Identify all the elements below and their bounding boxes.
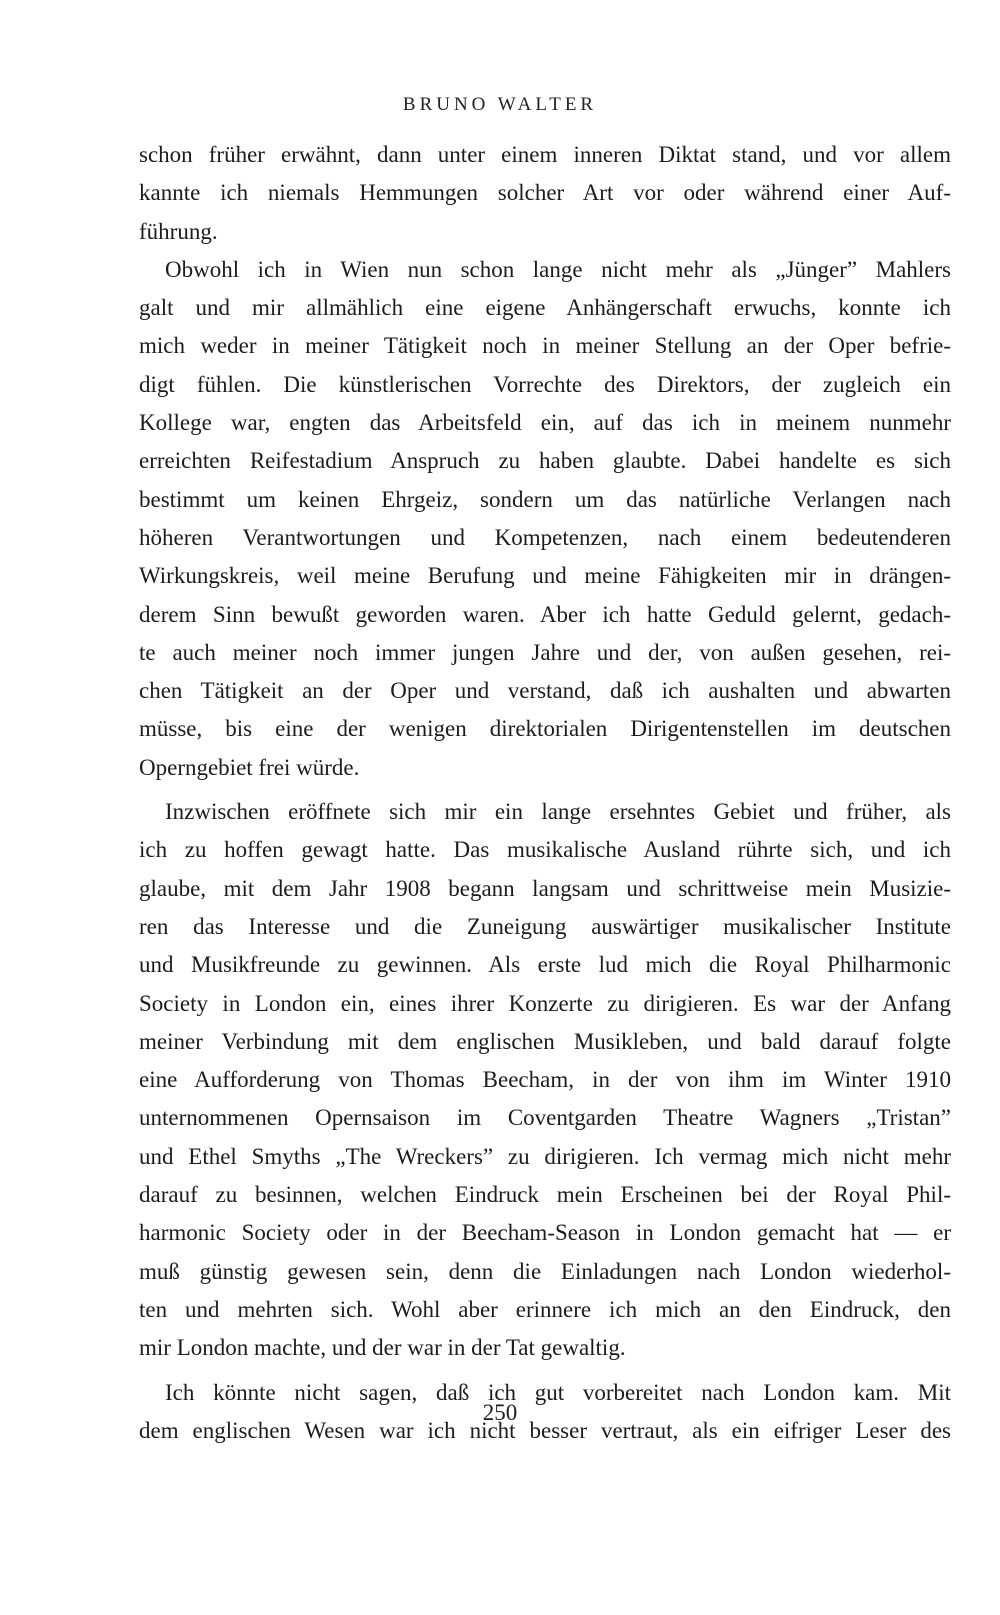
text-line: dem englischen Wesen war ich nicht besser vertraut, als ein eifriger Leser des [139, 1417, 951, 1443]
text-line: schon früher erwähnt, dann unter einem inneren Diktat stand, und vor allem [139, 142, 951, 167]
text-line: mir London machte, und der war in der Tat gewaltig. [139, 1335, 626, 1361]
text-line: Operngebiet frei würde. [139, 754, 360, 780]
text-line: kannte ich niemals Hemmungen solcher Art vor oder während einer Auf- [139, 180, 951, 206]
text-line: chen Tätigkeit an der Oper und verstand, daß ich aushalten und abwarten [139, 678, 951, 704]
text-line: Ich könnte nicht sagen, daß ich gut vorbereitet nach London kam. Mit [165, 1379, 951, 1405]
text-line: führung. [139, 218, 218, 244]
text-line: digt fühlen. Die künstlerischen Vorrechte des Direktors, der zugleich ein [139, 371, 951, 397]
text-line: erreichten Reifestadium Anspruch zu haben glaubte. Dabei handelte es sich [139, 448, 951, 474]
page-number: 250 [482, 1400, 518, 1425]
text-line: meiner Verbindung mit dem englischen Musikleben, und bald darauf folgte [139, 1028, 951, 1054]
text-line: ten und mehrten sich. Wohl aber erinnere ich mich an den Eindruck, den [139, 1296, 951, 1322]
text-line: und Musikfreunde zu gewinnen. Als erste lud mich die Royal Philharmonic [139, 952, 951, 978]
text-line: harmonic Society oder in der Beecham-Season in London gemacht hat — er [139, 1220, 951, 1246]
text-line: te auch meiner noch immer jungen Jahre und der, von außen gesehen, rei- [139, 639, 951, 665]
text-line: Obwohl ich in Wien nun schon lange nicht mehr als „Jünger” Mahlers [165, 256, 951, 282]
text-line: Wirkungskreis, weil meine Berufung und meine Fähigkeiten mir in drängen- [139, 563, 951, 589]
text-line: glaube, mit dem Jahr 1908 begann langsam und schrittweise mein Musizie- [139, 875, 951, 901]
text-line: darauf zu besinnen, welchen Eindruck mein Erscheinen bei der Royal Phil- [139, 1182, 951, 1208]
text-line: und Ethel Smyths „The Wreckers” zu dirigieren. Ich vermag mich nicht mehr [139, 1143, 951, 1169]
text-line: müsse, bis eine der wenigen direktorialen Dirigentenstellen im deutschen [139, 716, 951, 742]
text-line: bestimmt um keinen Ehrgeiz, sondern um das natürliche Verlangen nach [139, 486, 951, 512]
running-head: BRUNO WALTER [402, 94, 598, 115]
text-line: Society in London ein, eines ihrer Konzerte zu dirigieren. Es war der Anfang [139, 990, 951, 1016]
text-line: Kollege war, engten das Arbeitsfeld ein, auf das ich in meinem nunmehr [139, 410, 951, 436]
text-line: höheren Verantwortungen und Kompetenzen, nach einem bedeutenderen [139, 524, 951, 550]
text-line: unternommenen Opernsaison im Coventgarden Theatre Wagners „Tristan” [139, 1105, 951, 1131]
text-line: ren das Interesse und die Zuneigung auswärtiger musikalischer Institute [139, 913, 951, 939]
text-line: muß günstig gewesen sein, denn die Einladungen nach London wiederhol- [139, 1258, 951, 1284]
paragraph [139, 793, 951, 1367]
text-line: galt und mir allmählich eine eigene Anhängerschaft erwuchs, konnte ich [139, 295, 951, 321]
text-line: ich zu hoffen gewagt hatte. Das musikalische Ausland rührte sich, und ich [139, 837, 951, 863]
paragraph [139, 136, 951, 251]
text-line: mich weder in meiner Tätigkeit noch in meiner Stellung an der Oper befrie- [139, 333, 951, 359]
text-line: eine Aufforderung von Thomas Beecham, in der von ihm im Winter 1910 [139, 1067, 951, 1093]
body-text [139, 136, 951, 1450]
text-line: derem Sinn bewußt geworden waren. Aber ich hatte Geduld gelernt, gedach- [139, 601, 951, 627]
text-line: Inzwischen eröffnete sich mir ein lange ersehntes Gebiet und früher, als [165, 799, 951, 825]
paragraph [139, 251, 951, 787]
